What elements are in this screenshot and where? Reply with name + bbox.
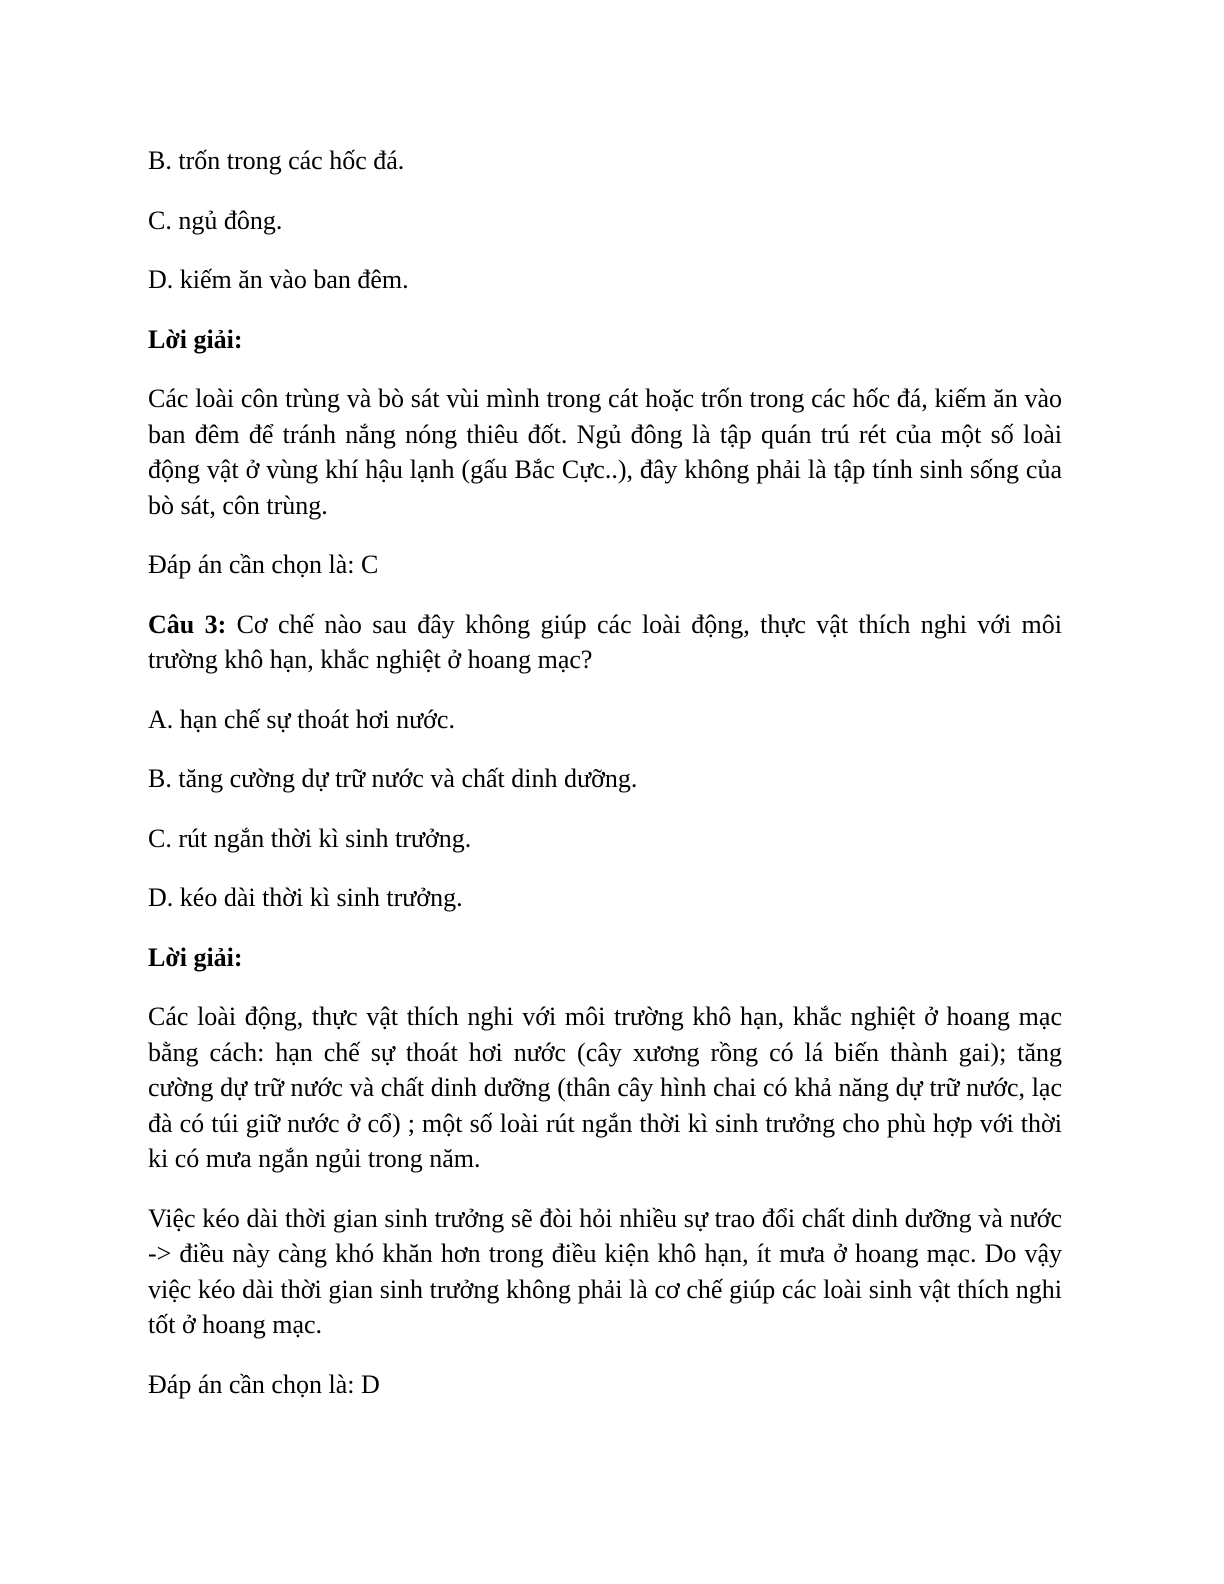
q3-label: Câu 3:: [148, 609, 227, 639]
q2-solution-text: Các loài côn trùng và bò sát vùi mình trong cát hoặc trốn trong các hốc đá, kiếm ăn vào ban đêm để tránh nắng nóng thiêu đốt. Ngủ đông là tập quán trú rét của một số loài động vật ở vùng khí hậu lạnh (gấu Bắc Cực..), đây không phải là tập tính sinh sống của bò sát, côn trùng.: [148, 384, 1062, 520]
q2-answer: Đáp án cần chọn là: C: [148, 550, 379, 579]
q3-option-d: D. kéo dài thời kì sinh trưởng.: [148, 883, 463, 912]
q2-option-b: B. trốn trong các hốc đá.: [148, 146, 405, 175]
q2-solution-label: Lời giải:: [148, 324, 243, 354]
q3-solution-text-2: Việc kéo dài thời gian sinh trưởng sẽ đòi hỏi nhiều sự trao đổi chất dinh dưỡng và nước -> điều này càng khó khăn hơn trong điều kiện khô hạn, ít mưa ở hoang mạc. Do vậy việc kéo dài thời gian sinh trưởng không phải là cơ chế giúp các loài sinh vật thích nghi tốt ở hoang mạc.: [148, 1203, 1062, 1339]
q3-option-b: B. tăng cường dự trữ nước và chất dinh dưỡng.: [148, 764, 638, 793]
q3-solution-label: Lời giải:: [148, 942, 243, 972]
q2-solution-heading: [148, 322, 1062, 358]
q3-question: [148, 607, 1062, 678]
q3-question-text: Cơ chế nào sau đây không giúp các loài động, thực vật thích nghi với môi trường khô hạn, khắc nghiệt ở hoang mạc?: [148, 609, 1062, 674]
q3-answer: Đáp án cần chọn là: D: [148, 1369, 380, 1399]
q2-option-c: C. ngủ đông.: [148, 205, 283, 235]
q3-solution-heading: [148, 940, 1062, 976]
document-page: [148, 143, 1062, 1426]
q2-option-d: D. kiếm ăn vào ban đêm.: [148, 265, 409, 294]
q3-option-c: C. rút ngắn thời kì sinh trưởng.: [148, 823, 472, 853]
q3-option-a: A. hạn chế sự thoát hơi nước.: [148, 704, 455, 734]
q3-solution-text-1: Các loài động, thực vật thích nghi với môi trường khô hạn, khắc nghiệt ở hoang mạc bằng cách: hạn chế sự thoát hơi nước (cây xương rồng có lá biến thành gai); tăng cường dự trữ nước và chất dinh dưỡng (thân cây hình chai có khả năng dự trữ nước, lạc đà có túi giữ nước ở cổ) ; một số loài rút ngắn thời kì sinh trưởng cho phù hợp với thời ki có mưa ngắn ngủi trong năm.: [148, 1002, 1062, 1173]
